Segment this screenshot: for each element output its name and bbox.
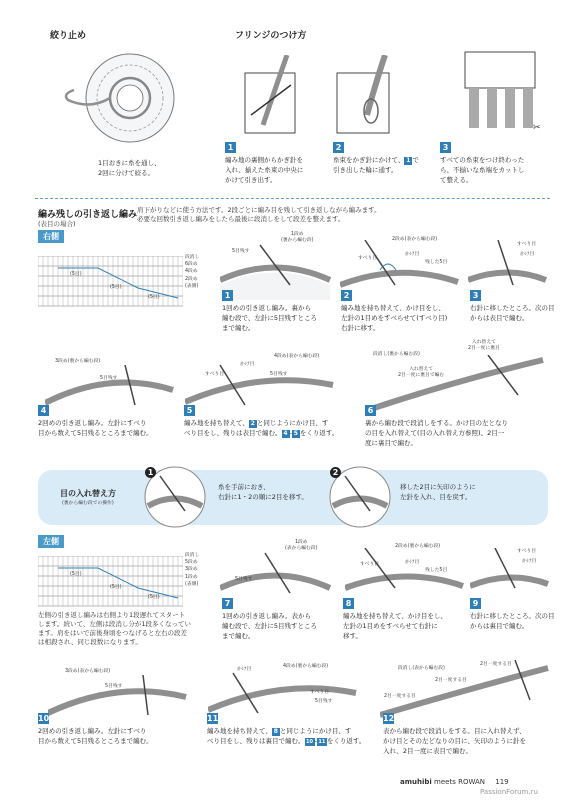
caption-line: 移した2目に矢印のように <box>400 483 476 491</box>
step-label: 1段め <box>294 540 308 545</box>
step-label: すべり目 <box>517 549 537 554</box>
step-1-labels <box>281 232 314 244</box>
caption-line: 左針の1目めをすべらせて右針に <box>343 622 438 630</box>
caption-line: と同じようにかけ目、す <box>256 419 329 427</box>
caption-line: 糸を手前におき、 <box>218 483 270 491</box>
caption-line: 裏から編む段で段消しをする。かけ目の左となり <box>365 419 508 427</box>
step-label: 5目残す <box>100 376 118 381</box>
page-number: 119 <box>495 778 509 786</box>
note-line: します。続いて、左側は段消し分が1段多くなってい <box>38 620 191 628</box>
step-number: 8 <box>343 598 354 609</box>
step-6-labels-b <box>468 340 500 352</box>
footer <box>400 778 509 786</box>
binding-off-illustration <box>60 50 195 150</box>
caption-line: 右針に移したところ。次の目 <box>470 612 555 620</box>
step-label: すべり目 <box>310 690 330 695</box>
step-label: 入れ替えて <box>471 340 496 345</box>
caption-line: 引き出した輪に通す。 <box>333 166 398 174</box>
swap-step-1 <box>218 482 308 502</box>
caption-line: の目を入れ替えて(目の入れ替え方参照)、2目一 <box>365 429 505 437</box>
caption-line: べり目をし、残りは裏目で編む。 <box>207 737 305 745</box>
swap-title: 目の入れ替え方 <box>60 489 116 498</box>
step-2 <box>341 290 466 333</box>
step-label: 段消し(裏から編む段) <box>373 352 420 357</box>
step-8 <box>343 598 468 641</box>
row-label: 段消し <box>185 255 200 260</box>
step-label: かけ目 <box>405 560 420 565</box>
left-side-tab: 左側 <box>38 535 64 548</box>
caption-line: 左針の1目めをすべらせて(すべり目) <box>341 314 448 322</box>
step-label: すべり目 <box>517 242 537 247</box>
scissors-icon: ✂ <box>533 123 541 133</box>
step-label: 2段め(表から編む段) <box>392 237 438 242</box>
step-label: すべり目 <box>360 562 380 567</box>
left-chart-row-labels <box>185 552 199 588</box>
note-line: 左側の引き返し編みは右側より1段遅れてスタート <box>38 611 186 619</box>
step-label: 5目残す <box>105 684 123 689</box>
intro-line: 必要な回数引き返し編みをしたら最後に段消しをして段差を整えます。 <box>137 215 345 223</box>
short-rows-intro <box>137 206 381 224</box>
caption-line: 1目おきに糸を通し、 <box>98 159 161 167</box>
step-number: 2 <box>333 142 344 153</box>
watermark: PassionForum.ru <box>480 788 538 796</box>
step-label: 5目残す <box>315 699 333 704</box>
col-label: (5目) <box>70 272 82 277</box>
fringe-step-3 <box>440 142 560 185</box>
row-label: 4段め <box>185 269 198 275</box>
step-label: 3段め(表から編む段) <box>65 669 111 674</box>
caption-line: で <box>412 156 419 164</box>
caption-line: 2回に分けて絞る。 <box>98 169 155 177</box>
step-8-illustration <box>345 548 465 603</box>
step-ref: 4 <box>283 430 288 437</box>
caption-line: をくり返す。 <box>299 429 339 437</box>
binding-off-title: 絞り止め <box>50 31 87 41</box>
row-label: (表側) <box>185 283 199 289</box>
caption-line: すべての糸束をつけ終わった <box>440 156 525 164</box>
step-number: 1 <box>145 467 156 478</box>
caption-line: 1回めの引き返し編み。裏から <box>222 304 312 312</box>
fringe-step-2-illustration <box>335 55 405 135</box>
step-number: 12 <box>383 714 395 723</box>
short-rows-title: 編み残しの引き返し編み <box>38 210 138 220</box>
caption-line: 右針に移す。 <box>341 324 380 332</box>
caption-line: 編む段で、左針に5目残すところ <box>222 622 318 630</box>
right-side-chart <box>38 256 183 308</box>
caption-line: 2回めの引き返し編み。左針にすべり <box>38 727 147 735</box>
step-number: 5 <box>184 405 195 416</box>
step-number: 1 <box>225 142 236 153</box>
caption-line: 度に裏目で編む。 <box>365 439 417 447</box>
caption-line: 糸束をかぎ針にかけて、 <box>333 156 405 164</box>
caption-line: 1回めの引き返し編み。表から <box>222 612 312 620</box>
short-rows-subtitle: (表目の場合) <box>38 220 76 228</box>
step-number: 4 <box>38 405 49 416</box>
step-label: すべり目 <box>205 372 225 377</box>
row-label: 1段め <box>185 574 198 580</box>
step-11-illustration <box>208 668 358 718</box>
step-number: 6 <box>365 405 376 416</box>
section-divider <box>35 198 550 199</box>
caption-line: かけ目とその左どなりの目に、矢印のように針を <box>383 737 526 745</box>
caption-line: 右針に1・2の順に2目を移す。 <box>218 493 308 501</box>
caption-line: て整える。 <box>440 176 473 184</box>
step-number: 2 <box>341 290 352 301</box>
step-label: 2目一度に裏目 <box>468 346 500 351</box>
swap-step-2-number <box>330 467 341 478</box>
step-number: 11 <box>207 714 219 723</box>
step-label: 4段め(表から編む段) <box>274 354 320 359</box>
step-label: かけ目 <box>405 252 420 257</box>
step-label: かけ目 <box>240 362 255 367</box>
step-9 <box>470 598 560 631</box>
caption-line: 2回めの引き返し編み。左針にすべり <box>38 419 147 427</box>
step-label: 4段め(裏から編む段) <box>283 664 329 669</box>
row-label: 6段め <box>185 262 198 268</box>
step-ref: 2 <box>250 420 255 427</box>
row-label: 2段め <box>185 276 198 282</box>
caption-line: 編み地を持ち替えて、 <box>184 419 249 427</box>
col-label: (5目) <box>148 295 160 300</box>
left-side-chart <box>38 556 183 608</box>
right-side-tab: 右側 <box>38 230 64 243</box>
row-label: 段消し <box>185 553 200 558</box>
swap-step-2 <box>400 482 476 502</box>
caption-line: かけて引き出す。 <box>225 176 277 184</box>
col-label: (5目) <box>110 585 122 590</box>
intro-line: 肩下がりなどに使う方法です。2段ごとに編み目を残して引き返しながら編みます。 <box>137 206 381 214</box>
caption-line: 目から数えて5目残るところまで編む。 <box>38 737 153 745</box>
caption-line: 移す。 <box>343 632 362 640</box>
step-label: かけ目 <box>520 252 535 257</box>
step-label: 2目一度する目 <box>435 678 467 683</box>
step-label: すべり目 <box>358 256 378 261</box>
caption-line: 入れ、揃えた糸束の中央に <box>225 166 304 174</box>
fringe-step-1-illustration <box>243 55 303 135</box>
step-number: 10 <box>38 714 50 723</box>
step-9-illustration <box>470 548 550 603</box>
step-label: 5目残す <box>270 372 288 377</box>
step-label: 段消し(表から編む段) <box>398 666 445 671</box>
step-label: (表から編む段) <box>285 546 318 551</box>
caption-line: 左針を入れ、目を戻す。 <box>400 493 472 501</box>
step-5-illustration <box>185 360 335 410</box>
caption-line: 編み地を持ち替えて、かけ目をし、 <box>341 304 445 312</box>
caption-line: 目から数えて5目残るところまで編む。 <box>38 429 153 437</box>
caption-line: をくり返す。 <box>326 737 366 745</box>
step-4 <box>38 405 178 438</box>
left-side-note <box>38 611 191 647</box>
step-ref: 5 <box>293 430 298 437</box>
step-5: 5 編み地を持ち替えて、 2 と同じようにかけ目、す べり目をし、残りは表目で編む。 4 - 5 をくり返す。 <box>184 406 339 437</box>
step-label: 2目一度に裏目で編む <box>398 373 445 378</box>
fringe-step-1 <box>225 142 335 185</box>
binding-off-caption <box>98 158 161 178</box>
step-label: 2目一度する目 <box>384 694 416 699</box>
step-number: 3 <box>470 290 481 301</box>
step-11: 11 編み地を持ち替えて、 8 と同じようにかけ目、す べり目をし、残りは裏目で編む。 10 - 11 をくり返す。 <box>207 714 366 745</box>
step-1 <box>222 290 337 333</box>
step-label: 2目一度する目 <box>480 662 512 667</box>
step-ref: 8 <box>273 728 278 735</box>
step-label: 5目残す <box>235 577 253 582</box>
step-ref: 10 <box>306 739 313 745</box>
step-6 <box>365 405 555 448</box>
caption-line: からは表目で編む。 <box>470 314 529 322</box>
fringe-step-2 <box>333 142 443 175</box>
step-label: 5目残す <box>232 249 250 254</box>
caption-line: 編み地を持ち替えて、かけ目をし、 <box>343 612 447 620</box>
step-12 <box>383 713 563 756</box>
step-6-labels-a <box>398 367 444 379</box>
caption-line: まで編む。 <box>222 632 255 640</box>
col-label: (5目) <box>70 572 82 577</box>
step-ref: 11 <box>318 739 326 745</box>
caption-line: 右針に移したところ。次の目 <box>470 304 555 312</box>
caption-line: 編む段で、左針に5目残すところ <box>222 314 318 322</box>
step-label: 3段め(裏から編む段) <box>55 359 101 364</box>
step-4-illustration <box>45 365 175 410</box>
caption-line: ら、不揃いな糸端をカットし <box>440 166 525 174</box>
col-label: (5目) <box>110 285 122 290</box>
caption-line: 入れ、2目一度に表目で編む。 <box>383 747 473 755</box>
step-label: (裏から編む段) <box>281 238 314 243</box>
caption-line: べり目をし、残りは表目で編む。 <box>184 429 282 437</box>
step-7 <box>222 598 342 641</box>
row-label: 3段め <box>185 567 198 573</box>
step-label: かけ目 <box>237 667 252 672</box>
caption-line: 編み地を持ち替えて、 <box>207 727 272 735</box>
swap-subtitle: (裏から編む段での操作) <box>62 501 114 506</box>
step-label: 2段め(裏から編む段) <box>395 544 441 549</box>
step-number: 9 <box>470 598 481 609</box>
fringe-title: フリンジのつけ方 <box>235 31 307 41</box>
step-number: 3 <box>440 142 451 153</box>
fringe-step-3-illustration <box>455 50 545 135</box>
caption-line: と同じようにかけ目、す <box>279 727 352 735</box>
step-label: 入れ替えて <box>409 367 434 372</box>
footer-row: ROWAN <box>458 778 486 786</box>
step-3 <box>470 290 560 323</box>
step-number: 1 <box>222 290 233 301</box>
col-label: (5目) <box>148 595 160 600</box>
step-number: 7 <box>222 598 233 609</box>
caption-line: まで編む。 <box>222 324 255 332</box>
row-label: (表側) <box>185 581 199 587</box>
step-label: 残した5目 <box>425 260 448 265</box>
note-line: ます。肩をはいで前後身頃をつなげると左右の段差 <box>38 629 187 637</box>
note-line: は相殺され、同じ段数になります。 <box>38 638 142 646</box>
right-chart-row-labels <box>185 254 199 290</box>
swap-step-1-number <box>145 467 156 478</box>
footer-brand: amuhibi <box>400 778 432 786</box>
row-label: 5段め <box>185 560 198 566</box>
caption-line: からは裏目で編む。 <box>470 622 529 630</box>
caption-line: 表から編む段で段消しをする。目に入れ替えず、 <box>383 727 526 735</box>
step-7-labels <box>285 540 318 552</box>
footer-meets: meets <box>434 778 456 786</box>
step-ref: 1 <box>406 157 411 164</box>
step-number: 2 <box>330 467 341 478</box>
step-label: 1段め <box>290 232 304 237</box>
step-10 <box>38 713 188 746</box>
step-label: 残した5目 <box>425 568 448 573</box>
step-label: かけ目 <box>522 559 537 564</box>
caption-line: 編み地の裏側からかぎ針を <box>225 156 303 164</box>
